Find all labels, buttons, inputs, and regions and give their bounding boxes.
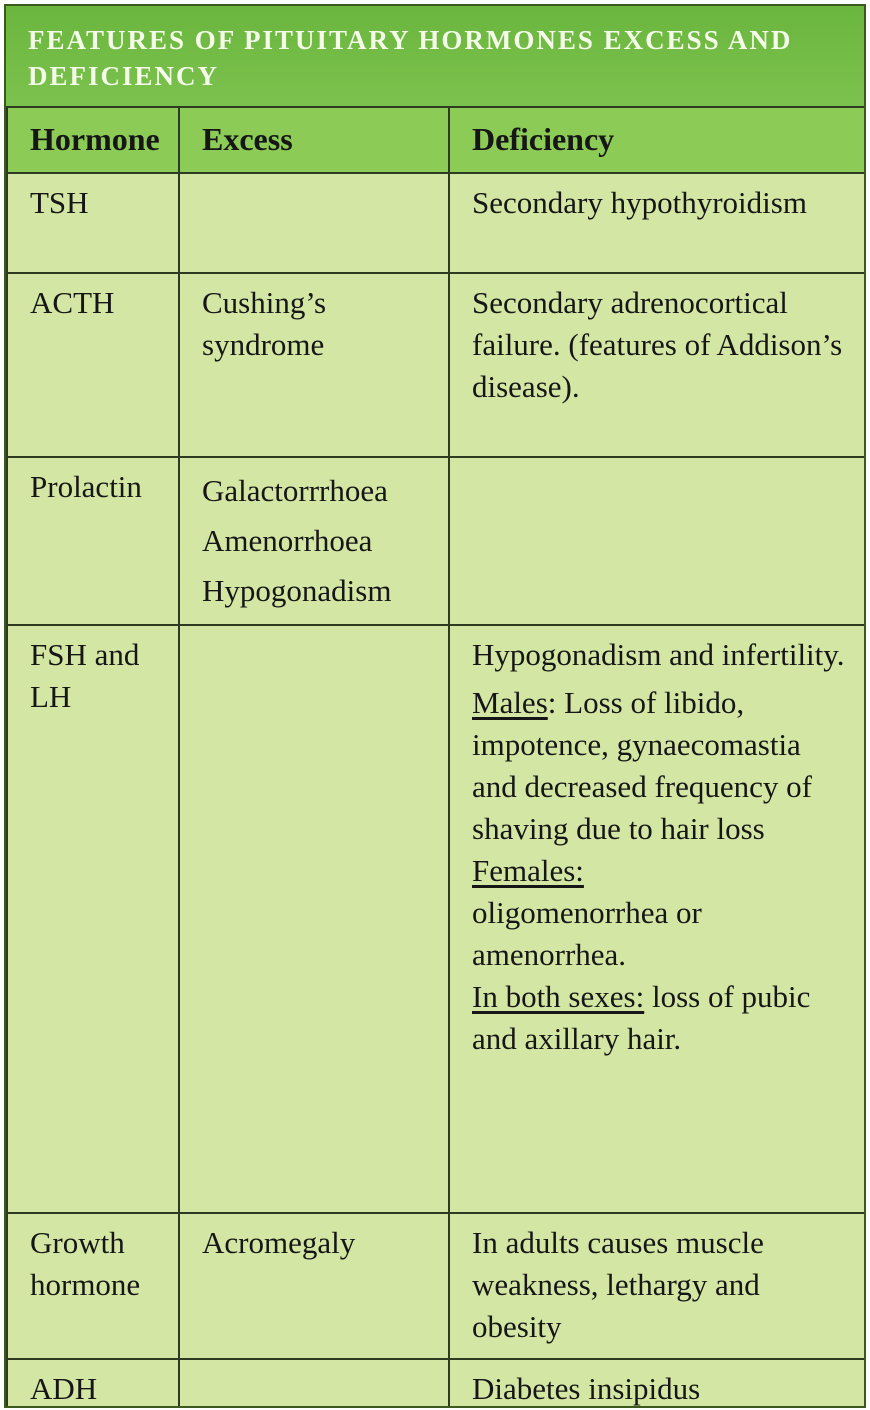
header-hormone: Hormone	[7, 107, 179, 173]
excess-item: Hypogonadism	[202, 573, 392, 608]
excess-item: Amenorrhoea	[202, 523, 373, 558]
hormone-features-table	[6, 106, 866, 1408]
both-sexes-text: loss of pubic and axillary hair.	[472, 979, 811, 1056]
females-text: oligomenorrhea or amenorrhea.	[472, 895, 702, 972]
deficiency-cell: Diabetes insipidus	[449, 1359, 865, 1408]
excess-cell	[179, 625, 449, 1213]
table-row	[7, 1213, 865, 1359]
females-label-line	[472, 850, 846, 892]
header-excess: Excess	[179, 107, 449, 173]
hormone-cell: Growth hormone	[7, 1213, 179, 1359]
header-deficiency: Deficiency	[449, 107, 865, 173]
hormone-cell: ACTH	[7, 273, 179, 457]
deficiency-intro: Hypogonadism and infertility.	[472, 637, 845, 672]
hormone-cell: FSH and LH	[7, 625, 179, 1213]
excess-cell	[179, 457, 449, 625]
header-row	[7, 107, 865, 173]
males-label: Males	[472, 685, 548, 720]
females-label: Females:	[472, 853, 584, 888]
table-card	[4, 4, 866, 1408]
both-sexes-label: In both sexes:	[472, 979, 645, 1014]
hormone-cell: TSH	[7, 173, 179, 273]
deficiency-cell: Secondary hypothyroidism	[449, 173, 865, 273]
deficiency-cell: Secondary adrenocortical failure. (features of Addison’s disease).	[449, 273, 865, 457]
excess-cell	[179, 173, 449, 273]
deficiency-cell	[449, 457, 865, 625]
excess-item: Galactorrrhoea	[202, 473, 388, 508]
excess-cell	[179, 1359, 449, 1408]
both-sexes-note	[472, 976, 846, 1060]
table-title: FEATURES OF PITUITARY HORMONES EXCESS AND DEFICIENCY	[6, 6, 864, 106]
table-row	[7, 1359, 865, 1408]
excess-cell: Acromegaly	[179, 1213, 449, 1359]
deficiency-cell	[449, 625, 865, 1213]
hormone-cell: ADH	[7, 1359, 179, 1408]
males-note	[472, 682, 846, 850]
excess-cell: Cushing’s syndrome	[179, 273, 449, 457]
table-row	[7, 457, 865, 625]
males-text: : Loss of libido, impotence, gynaecomastia and decreased frequency of shaving due to hair loss	[472, 685, 812, 846]
table-row	[7, 173, 865, 273]
deficiency-cell: In adults causes muscle weakness, lethargy and obesity	[449, 1213, 865, 1359]
table-row	[7, 273, 865, 457]
hormone-cell: Prolactin	[7, 457, 179, 625]
table-row	[7, 625, 865, 1213]
